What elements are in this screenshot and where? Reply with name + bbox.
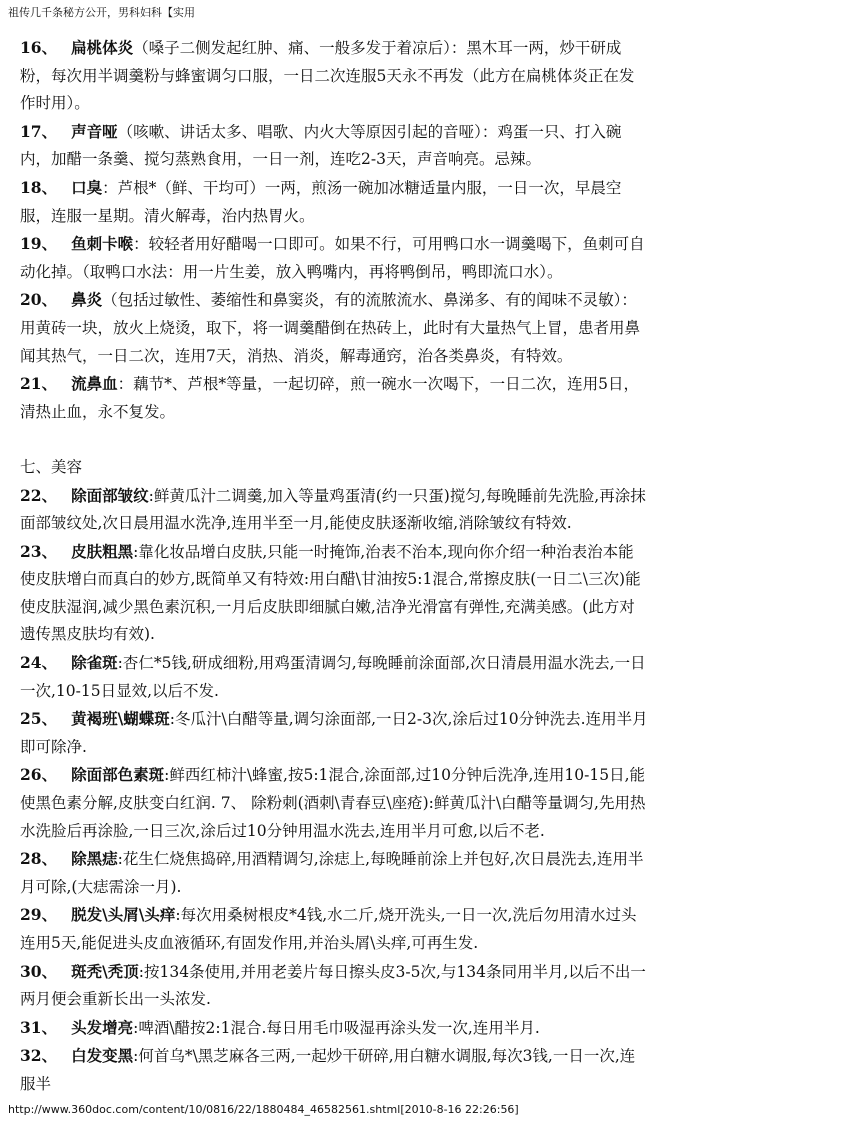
entry-number: 32、 (20, 1046, 58, 1066)
remedy-entry (20, 649, 648, 705)
entry-number: 23、 (20, 541, 58, 561)
page-header (8, 6, 195, 20)
entry-body: :按134条使用,并用老姜片每日擦头皮3-5次,与134条同用半月,以后不出一两月便会重新长出一头浓发. (20, 962, 646, 1009)
entry-number: 18、 (20, 177, 58, 197)
entry-title: 声音哑 (71, 121, 118, 141)
header-title: 祖传几千条秘方公开，男科妇科【实用 (8, 6, 195, 19)
entry-title: 流鼻血 (71, 374, 118, 394)
section-gap (20, 426, 648, 454)
entry-title: 白发变黑 (71, 1046, 134, 1066)
entry-body: :靠化妆品增白皮肤,只能一时掩饰,治表不治本,现向你介绍一种治表治本能使皮肤增白而真白的妙方,既简单又有特效:用白醋\甘油按5:1混合,常擦皮肤(一日二\三次)能使皮肤湿润,减少黑色素沉积,一月后皮肤即细腻白嫩,洁净光滑富有弹性,充满美感。(此方对遗传黑皮肤均有效). (20, 542, 641, 644)
entry-body: ：藕节*、芦根*等量，一起切碎，煎一碗水一次喝下，一日二次，连用5日，清热止血，永不复发。 (20, 375, 639, 421)
entry-title: 除面部皱纹 (71, 485, 149, 505)
entry-body: （包括过敏性、萎缩性和鼻窦炎，有的流脓流水、鼻涕多、有的闻味不灵敏）：用黄砖一块，放火上烧烫，取下，将一调羹醋倒在热砖上，此时有大量热气上冒，患者用鼻闻其热气，一日二次，连用7天，消热、消炎，解毒通窍，治各类鼻炎，有特效。 (20, 291, 641, 365)
entry-number: 31、 (20, 1017, 58, 1037)
entry-body: :何首乌*\黑芝麻各三两,一起炒干研碎,用白糖水调服,每次3钱,一日一次,连服半 (20, 1047, 636, 1093)
entry-body: :冬瓜汁\白醋等量,调匀涂面部,一日2-3次,涂后过10分钟洗去.连用半月即可除净. (20, 710, 648, 756)
remedy-entry (20, 1014, 648, 1043)
entry-body: :花生仁烧焦捣碎,用酒精调匀,涂痣上,每晚睡前涂上并包好,次日晨洗去,连用半月可除,(大痣需涂一月). (20, 850, 644, 896)
entry-number: 17、 (20, 121, 58, 141)
entry-number: 29、 (20, 905, 58, 925)
remedy-entry (20, 286, 648, 370)
remedy-entry (20, 482, 648, 538)
entry-body: :鲜黄瓜汁二调羹,加入等量鸡蛋清(约一只蛋)搅匀,每晚睡前先洗脸,再涂抹面部皱纹处,次日晨用温水洗净,连用半至一月,能使皮肤逐渐收缩,消除皱纹有特效. (20, 486, 646, 533)
entry-body: ：芦根*（鲜、干均可）一两，煎汤一碗加冰糖适量内服，一日一次，早晨空服，连服一星期。清火解毒，治内热胃火。 (20, 178, 622, 225)
entry-title: 除黑痣 (71, 849, 118, 869)
entry-title: 皮肤粗黑 (71, 541, 134, 561)
document-body (20, 34, 648, 1099)
remedy-entry (20, 118, 648, 174)
remedy-entry (20, 845, 648, 901)
entry-body: ：较轻者用好醋喝一口即可。如果不行，可用鸭口水一调羹喝下，鱼刺可自动化掉。（取鸭口水法：用一片生姜，放入鸭嘴内，再将鸭倒吊，鸭即流口水）。 (20, 235, 645, 281)
entry-number: 20、 (20, 290, 58, 310)
remedy-entry (20, 1042, 648, 1098)
remedy-entry (20, 761, 648, 845)
entry-title: 鱼刺卡喉 (71, 234, 134, 254)
footer-url: http://www.360doc.com/content/10/0816/22/1880484_46582561.shtml[2010-8-16 22:26:56] (8, 1103, 519, 1116)
entry-number: 16、 (20, 38, 58, 57)
remedy-entry (20, 34, 648, 118)
remedy-entry (20, 230, 648, 286)
entry-body: :杏仁*5钱,研成细粉,用鸡蛋清调匀,每晚睡前涂面部,次日清晨用温水洗去,一日一次,10-15日显效,以后不发. (20, 654, 646, 700)
section-heading: 七、美容 (20, 457, 83, 476)
remedy-entry (20, 538, 648, 649)
entry-title: 脱发\头屑\头痒 (71, 905, 176, 925)
remedy-entry (20, 174, 648, 230)
entry-title: 口臭 (71, 177, 103, 197)
entry-title: 斑秃\秃顶 (71, 961, 139, 981)
entry-title: 除面部色素斑 (71, 765, 165, 785)
entry-number: 22、 (20, 485, 58, 505)
entry-number: 25、 (20, 709, 58, 729)
entry-title: 鼻炎 (71, 290, 103, 310)
entry-title: 头发增亮 (71, 1017, 134, 1037)
entry-body: :啤酒\醋按2:1混合.每日用毛巾吸湿再涂头发一次,连用半月. (133, 1018, 540, 1037)
entry-title: 黄褐班\蝴蝶斑 (71, 709, 170, 729)
entry-number: 28、 (20, 849, 58, 869)
entry-number: 21、 (20, 374, 58, 394)
remedy-entry (20, 901, 648, 957)
entry-number: 19、 (20, 234, 58, 254)
entry-body: :鲜西红柿汁\蜂蜜,按5:1混合,涂面部,过10分钟后洗净,连用10-15日,能使黑色素分解,皮肤变白红润. 7、 除粉刺(酒刺\青春豆\座疮):鲜黄瓜汁\白醋等量调匀,先用热水洗脸后再涂脸,一日三次,涂后过10分钟用温水洗去,连用半月可愈,以后不老. (20, 766, 646, 840)
entry-body: :每次用桑树根皮*4钱,水二斤,烧开洗头,一日一次,洗后勿用清水过头连用5天,能促进头皮血液循环,有固发作用,并治头屑\头痒,可再生发. (20, 906, 637, 952)
entry-number: 30、 (20, 961, 58, 981)
entry-number: 24、 (20, 653, 58, 673)
entry-title: 扁桃体炎 (71, 38, 134, 57)
entry-title: 除雀斑 (71, 653, 118, 673)
entry-body: （咳嗽、讲话太多、唱歌、内火大等原因引起的音哑）：鸡蛋一只、打入碗内，加醋一条羹、搅匀蒸熟食用，一日一剂，连吃2-3天，声音响亮。忌辣。 (20, 122, 622, 169)
remedy-entry (20, 370, 648, 426)
remedy-entry (20, 705, 648, 761)
page-footer (8, 1103, 519, 1117)
remedy-entry (20, 958, 648, 1014)
entry-number: 26、 (20, 765, 58, 785)
entry-body: （嗓子二侧发起红肿、痛、一般多发于着凉后）：黑木耳一两，炒干研成粉，每次用半调羹粉与蜂蜜调匀口服，一日二次连服5天永不再发（此方在扁桃体炎正在发作时用）。 (20, 39, 635, 113)
